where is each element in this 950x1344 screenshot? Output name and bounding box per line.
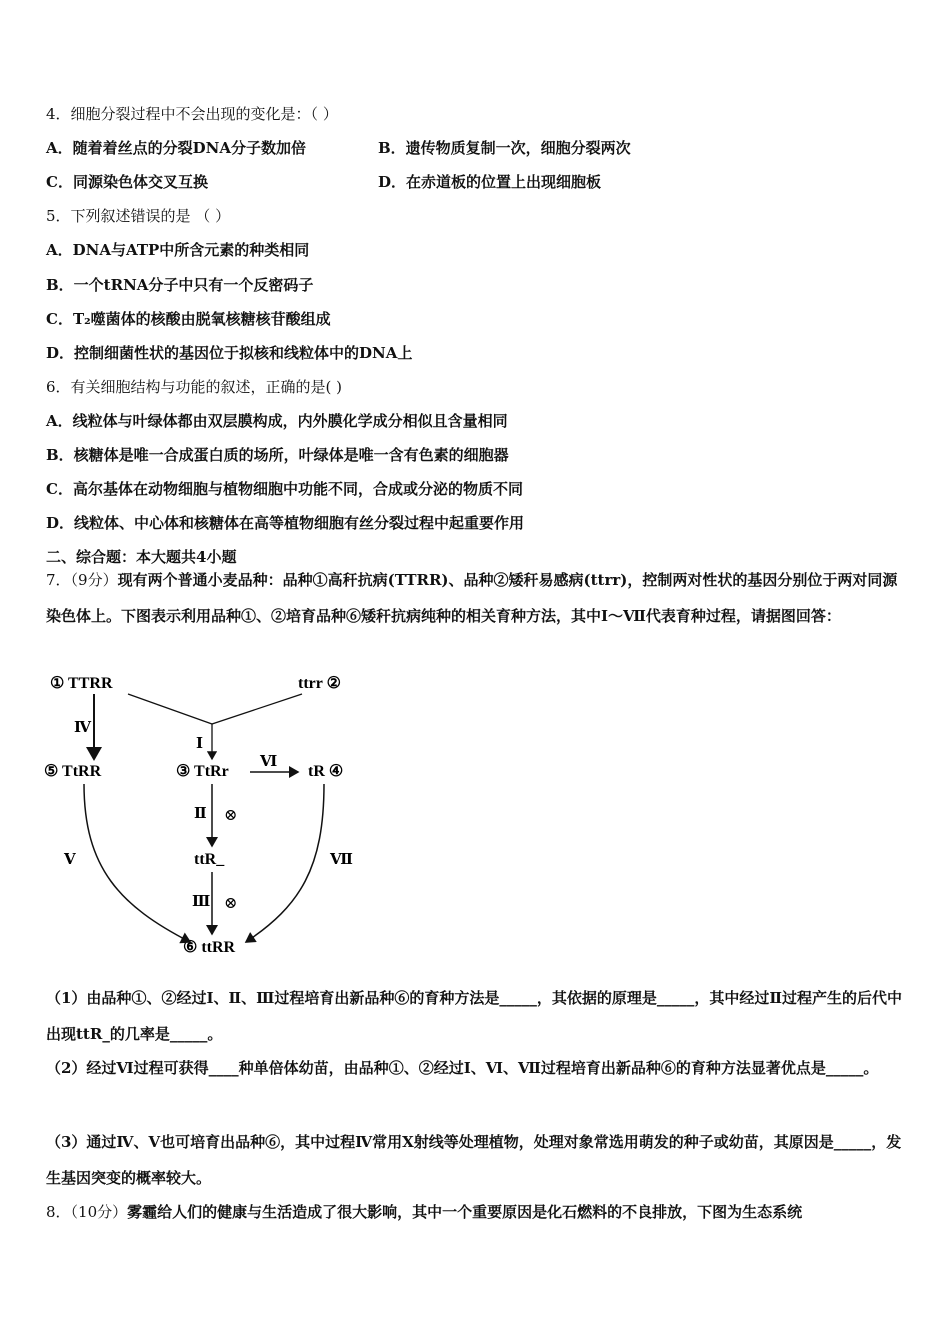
- breeding-diagram: [40, 668, 360, 968]
- q7-sub3: （3）通过Ⅳ、Ⅴ也可培育出品种⑥，其中过程Ⅳ常用X射线等处理植物，处理对象常选用萌发的种子或幼苗，其原因是_____，发生基因突变的概率较大。: [46, 1133, 902, 1187]
- q4-option-d: D．在赤道板的位置上出现细胞板: [378, 173, 602, 191]
- q5-option-a: A．DNA与ATP中所含元素的种类相同: [46, 241, 310, 259]
- label-V: Ⅴ: [64, 852, 76, 868]
- q6-option-d: D．线粒体、中心体和核糖体在高等植物细胞有丝分裂过程中起重要作用: [46, 514, 525, 532]
- label-VII: Ⅶ: [330, 852, 353, 868]
- label-I: Ⅰ: [196, 736, 204, 752]
- selfing-symbol-2: ⊗: [224, 895, 238, 912]
- node-4: tR ④: [308, 763, 344, 780]
- q7-sub2: （2）经过Ⅵ过程可获得____种单倍体幼苗，由品种①、②经过Ⅰ、Ⅵ、Ⅶ过程培育出新品种⑥的育种方法显著优点是_____。: [46, 1059, 879, 1077]
- q8-stem-block: [46, 1194, 908, 1230]
- q4-option-b: B．遗传物质复制一次，细胞分裂两次: [378, 139, 631, 157]
- q5-stem: 5．下列叙述错误的是 （ ）: [46, 207, 231, 225]
- q5-option-d: D．控制细菌性状的基因位于拟核和线粒体中的DNA上: [46, 344, 413, 362]
- arrow-VII: [246, 784, 324, 942]
- q6-option-c: C．高尔基体在动物细胞与植物细胞中功能不同，合成或分泌的物质不同: [46, 480, 523, 498]
- q6-option-b: B．核糖体是唯一合成蛋白质的场所，叶绿体是唯一含有色素的细胞器: [46, 446, 509, 464]
- q4-stem: 4．细胞分裂过程中不会出现的变化是：（ ）: [46, 105, 338, 123]
- section-heading: 二、综合题：本大题共4小题: [46, 548, 237, 566]
- q7-number: 7．（9分）: [46, 571, 118, 589]
- q5-option-c: C．T₂噬菌体的核酸由脱氧核糖核苷酸组成: [46, 310, 331, 328]
- q5-option-b: B．一个tRNA分子中只有一个反密码子: [46, 276, 314, 294]
- q4-option-c: C．同源染色体交叉互换: [46, 173, 208, 191]
- q4-option-a: A．随着着丝点的分裂DNA分子数加倍: [46, 139, 306, 157]
- node-6: ⑥ ttRR: [183, 939, 236, 956]
- arrow-V: [84, 784, 190, 942]
- label-III: Ⅲ: [192, 894, 211, 910]
- node-5: ⑤ TtRR: [44, 763, 102, 780]
- label-VI: Ⅵ: [260, 754, 278, 770]
- node-mid: ttR_: [194, 851, 225, 868]
- cross-line-left: [128, 694, 212, 724]
- q6-stem: 6．有关细胞结构与功能的叙述，正确的是( ): [46, 378, 343, 396]
- q7-sub1: （1）由品种①、②经过Ⅰ、Ⅱ、Ⅲ过程培育出新品种⑥的育种方法是_____，其依据的原理是_____，其中经过Ⅱ过程产生的后代中出现ttR_的几率是_____。: [46, 989, 903, 1043]
- node-3: ③ TtRr: [176, 763, 229, 780]
- selfing-symbol-1: ⊗: [224, 807, 238, 824]
- node-2: ttrr ②: [298, 675, 341, 692]
- q8-stem: 雾霾给人们的健康与生活造成了很大影响，其中一个重要原因是化石燃料的不良排放，下图为生态系统: [127, 1203, 803, 1221]
- q7-stem: 现有两个普通小麦品种：品种①高秆抗病(TTRR)、品种②矮秆易感病(ttrr)，控制两对性状的基因分别位于两对同源染色体上。下图表示利用品种①、②培育品种⑥矮秆抗病纯种的相关育种方法，其中Ⅰ～Ⅶ代表育种过程，请据图回答：: [46, 571, 898, 625]
- label-IV: Ⅳ: [74, 720, 92, 736]
- label-II: Ⅱ: [194, 806, 207, 822]
- q8-number: 8．（10分）: [46, 1203, 128, 1221]
- q6-option-a: A．线粒体与叶绿体都由双层膜构成，内外膜化学成分相似且含量相同: [46, 412, 508, 430]
- node-1: ① TTRR: [50, 675, 113, 692]
- cross-line-right: [212, 694, 302, 724]
- q7-stem-block: [46, 562, 908, 634]
